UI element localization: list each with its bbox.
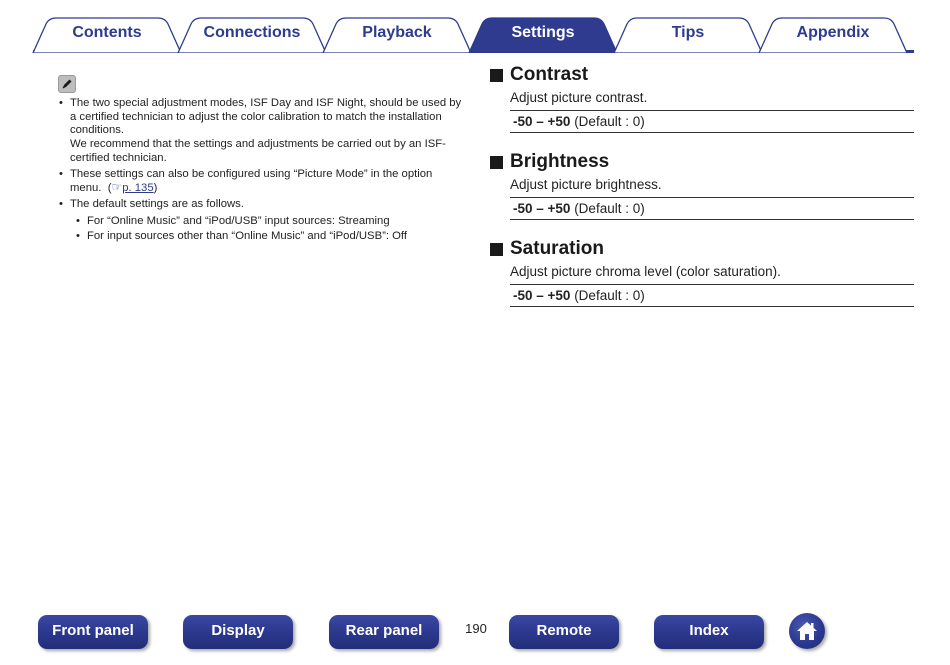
setting-range-row <box>510 197 914 220</box>
note-line: • The two special adjustment modes, ISF Day and ISF Night, should be used by <box>70 97 462 109</box>
tab-contents[interactable] <box>32 17 182 53</box>
setting-heading <box>490 238 914 262</box>
tab-appendix[interactable] <box>758 17 908 53</box>
setting-brightness <box>490 151 914 216</box>
setting-heading <box>490 64 914 88</box>
setting-range: -50 – +50 <box>513 201 571 216</box>
setting-contrast <box>490 64 914 129</box>
rear-panel-button[interactable]: Rear panel <box>329 615 439 649</box>
tab-label: Appendix <box>796 24 870 41</box>
setting-heading <box>490 151 914 175</box>
front-panel-button[interactable]: Front panel <box>38 615 148 649</box>
tab-label: Playback <box>362 24 432 41</box>
setting-title: Contrast <box>510 64 589 85</box>
home-icon <box>795 619 819 643</box>
setting-saturation <box>490 238 914 303</box>
note-line: • These settings can also be configured using “Picture Mode” in the option <box>70 167 433 180</box>
sub-list-item: • For “Online Music” and “iPod/USB” input sources: Streaming <box>70 215 468 229</box>
note-line: • The default settings are as follows. <box>70 197 244 210</box>
tab-settings[interactable] <box>468 17 618 53</box>
setting-title: Saturation <box>510 238 604 259</box>
home-button[interactable] <box>789 613 825 649</box>
note-line: menu. <box>70 182 102 195</box>
tab-tips[interactable] <box>613 17 763 53</box>
note-item <box>58 168 468 196</box>
sub-list <box>70 215 468 244</box>
setting-range: -50 – +50 <box>513 114 571 129</box>
remote-button[interactable]: Remote <box>509 615 619 649</box>
sub-list-item: • For input sources other than “Online Music” and “iPod/USB”: Off <box>70 230 468 244</box>
setting-default: (Default : 0) <box>574 201 645 216</box>
tab-label: Contents <box>72 24 142 41</box>
notes-list <box>58 97 468 246</box>
square-bullet-icon <box>490 156 503 169</box>
note-line: a certified technician to adjust the color calibration to match the installation <box>70 110 442 123</box>
setting-description: Adjust picture chroma level (color saturation). <box>510 264 781 279</box>
index-button[interactable]: Index <box>654 615 764 649</box>
setting-description: Adjust picture contrast. <box>510 90 648 105</box>
tab-bar <box>0 0 950 56</box>
tab-label: Settings <box>511 24 575 41</box>
setting-range-row <box>510 284 914 307</box>
tab-playback[interactable] <box>322 17 472 53</box>
note-item <box>58 97 468 166</box>
ref-close-paren: ) <box>153 182 158 195</box>
setting-range-row <box>510 110 914 133</box>
display-button[interactable]: Display <box>183 615 293 649</box>
setting-range: -50 – +50 <box>513 288 571 303</box>
tab-label: Tips <box>671 24 705 41</box>
note-line: conditions. <box>70 124 125 137</box>
square-bullet-icon <box>490 69 503 82</box>
setting-description: Adjust picture brightness. <box>510 177 662 192</box>
page-reference-link[interactable]: p. 135 <box>122 182 154 195</box>
pointing-hand-icon: ☞ <box>111 180 123 195</box>
page-number: 190 <box>465 621 487 636</box>
ref-open-paren: ( <box>107 182 112 195</box>
setting-default: (Default : 0) <box>574 288 645 303</box>
tab-label: Connections <box>203 24 301 41</box>
square-bullet-icon <box>490 243 503 256</box>
tab-connections[interactable] <box>177 17 327 53</box>
pencil-note-icon <box>58 75 76 93</box>
note-line: certified technician. <box>70 151 167 164</box>
setting-title: Brightness <box>510 151 610 172</box>
setting-default: (Default : 0) <box>574 114 645 129</box>
note-line: We recommend that the settings and adjustments be carried out by an ISF- <box>70 138 446 151</box>
note-line-with-ref <box>70 181 468 196</box>
note-item <box>58 198 468 244</box>
